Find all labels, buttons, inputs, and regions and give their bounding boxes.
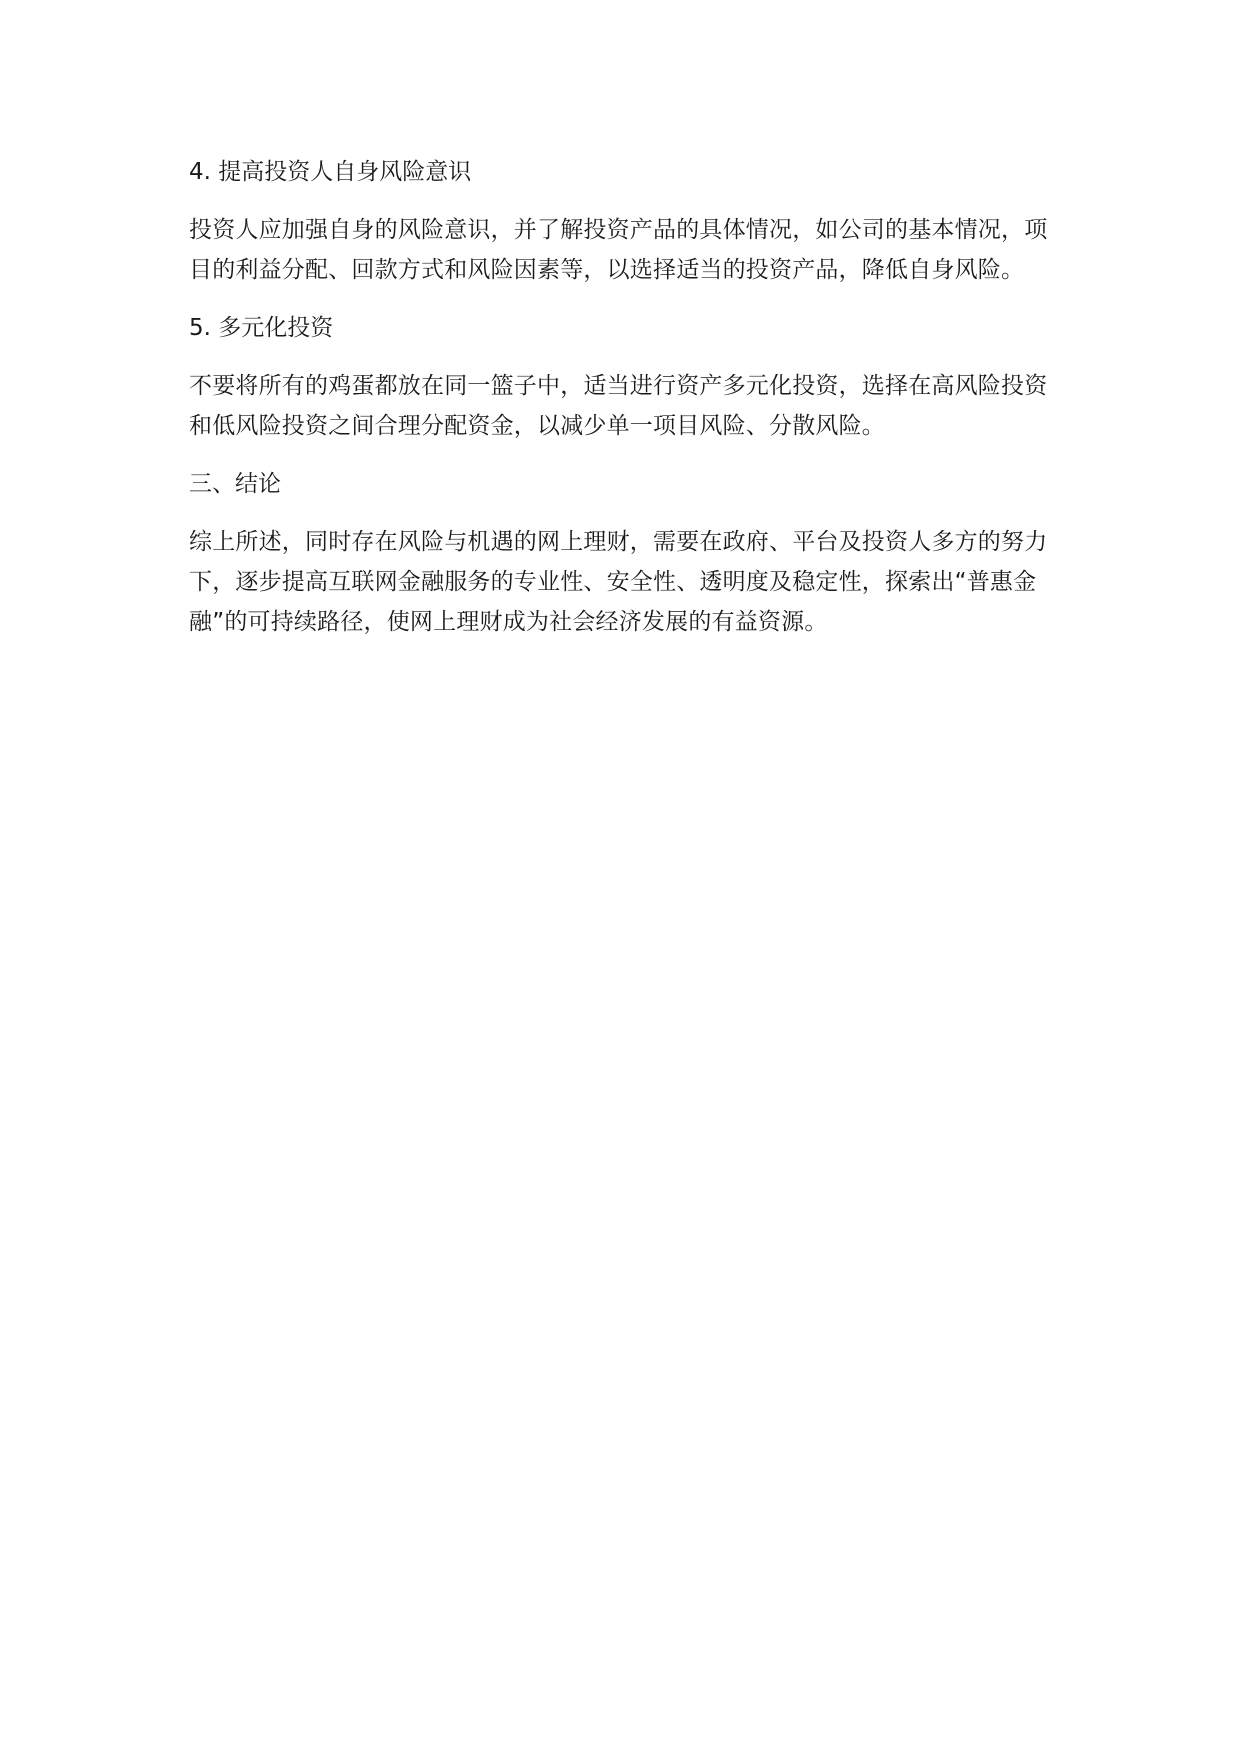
section-heading-diversified-investment: 5. 多元化投资 [189,315,334,341]
document-body [189,152,1055,642]
paragraph-conclusion: 综上所述，同时存在风险与机遇的网上理财，需要在政府、平台及投资人多方的努力下，逐步提高互联网金融服务的专业性、安全性、透明度及稳定性，探索出“普惠金融”的可持续路径，使网上理财成为社会经济发展的有益资源。 [189,529,1048,635]
paragraph-diversified-investment: 不要将所有的鸡蛋都放在同一篮子中，适当进行资产多元化投资，选择在高风险投资和低风险投资之间合理分配资金，以减少单一项目风险、分散风险。 [189,373,1048,439]
section-heading-risk-awareness: 4. 提高投资人自身风险意识 [189,159,472,185]
section-heading-conclusion: 三、结论 [189,471,281,497]
paragraph-risk-awareness: 投资人应加强自身的风险意识，并了解投资产品的具体情况，如公司的基本情况，项目的利益分配、回款方式和风险因素等，以选择适当的投资产品，降低自身风险。 [189,217,1048,283]
